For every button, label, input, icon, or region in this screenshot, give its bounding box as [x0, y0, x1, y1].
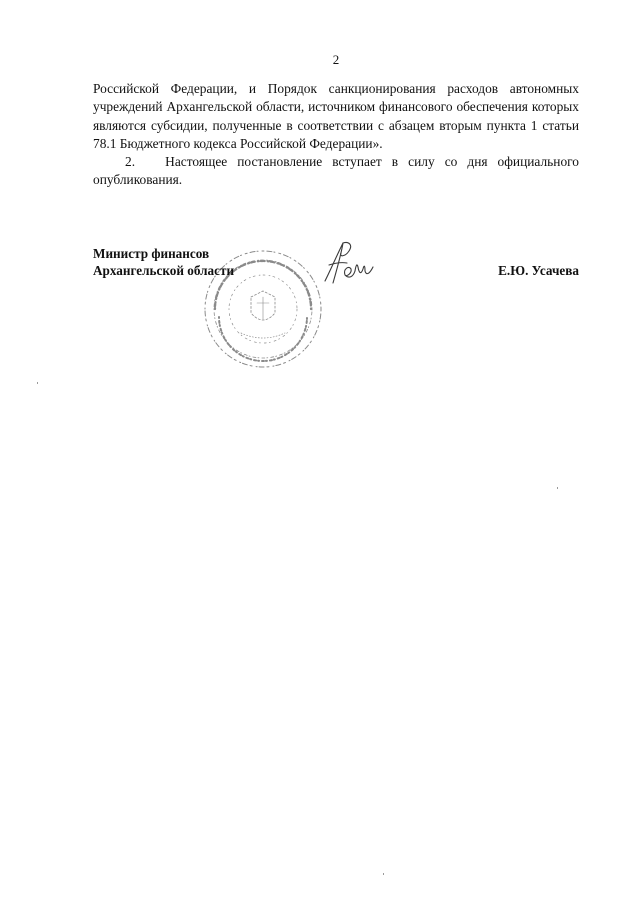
- signer-position-line-1: Министр финансов: [93, 246, 210, 261]
- paragraph-continuation: Российской Федерации, и Порядок санкционирования расходов автономных учреждений Архангельской области, источником финансового обеспечения которых являются субсидии, полученные в соответствии с абзацем вторым пункта 1 статьи 78.1 Бюджетного кодекса Российской Федерации».: [93, 81, 579, 151]
- scan-speck: [37, 382, 38, 384]
- signer-position-line-2: Архангельской области: [93, 263, 235, 278]
- scan-speck: [383, 873, 384, 875]
- document-body: [93, 80, 579, 190]
- scan-speck: [557, 487, 558, 489]
- signer-position: [93, 245, 234, 279]
- signer-name: Е.Ю. Усачева: [498, 263, 579, 278]
- handwritten-signature-icon: [319, 235, 377, 289]
- paragraph-item-2: 2. Настоящее постановление вступает в силу со дня официального опубликования.: [93, 154, 579, 188]
- page-number: 2: [332, 52, 340, 67]
- signature-block: [93, 245, 579, 365]
